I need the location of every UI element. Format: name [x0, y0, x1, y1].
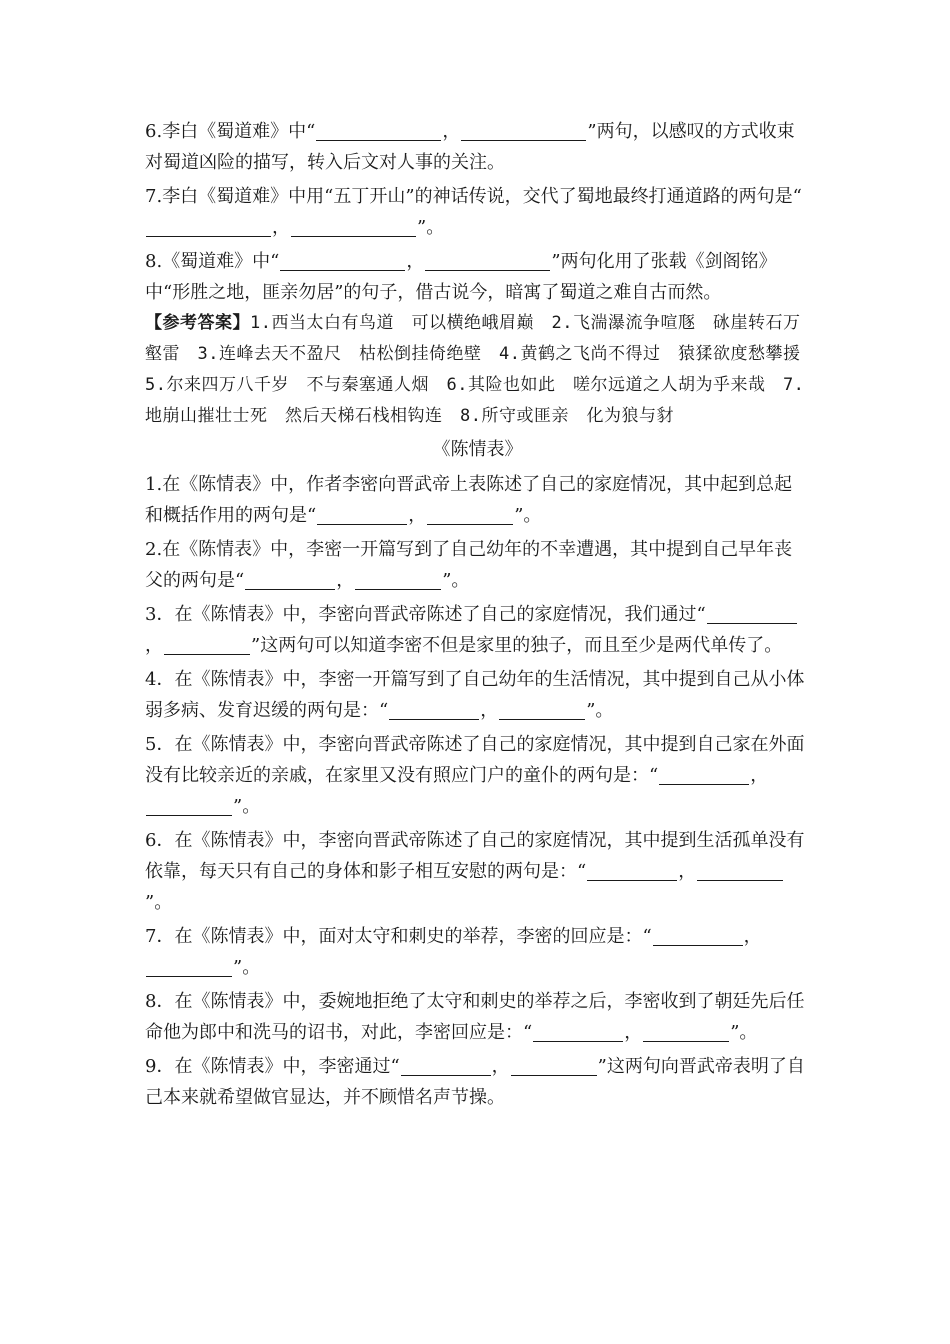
question-text: 在《陈情表》中，李密向晋武帝陈述了自己的家庭情况，其中提到生活孤单没有依靠，每天只有自己的身体和影子相互安慰的两句是：“ [145, 830, 805, 882]
question-text: ”。 [233, 957, 261, 978]
blank-separator: ， [406, 251, 425, 272]
blank-separator: ， [750, 765, 769, 786]
chenqing-question-1 [145, 469, 810, 531]
blank-separator: ， [336, 570, 355, 591]
blank-separator: ， [408, 505, 427, 526]
chenqing-question-4 [145, 664, 810, 726]
question-text: ”这两句可以知道李密不但是家里的独子，而且至少是两代单传了。 [251, 635, 783, 656]
question-number: 7. [145, 186, 163, 207]
question-text: 在《陈情表》中，李密一开篇写到了自己幼年的不幸遭遇，其中提到自己早年丧父的两句是“ [145, 539, 793, 591]
answer-blank[interactable] [280, 250, 405, 271]
answer-blank[interactable] [401, 1055, 491, 1076]
question-text: ”。 [145, 892, 173, 913]
answer-blank[interactable] [146, 956, 232, 977]
answer-blank[interactable] [461, 120, 586, 141]
question-text: ”。 [233, 796, 261, 817]
question-number: 9． [145, 1056, 175, 1077]
question-text: ”。 [514, 505, 542, 526]
answer-blank[interactable] [164, 634, 250, 655]
answer-blank[interactable] [245, 569, 335, 590]
question-text: 李白《蜀道难》中“ [162, 121, 316, 142]
blank-separator: ， [145, 635, 163, 656]
question-text: 在《陈情表》中，李密向晋武帝陈述了自己的家庭情况，我们通过“ [174, 604, 706, 625]
question-text: 在《陈情表》中，委婉地拒绝了太守和刺史的举荐之后，李密收到了朝廷先后任命他为郎中和洗马的诏书，对此，李密回应是：“ [145, 991, 805, 1043]
question-number: 8. [145, 251, 163, 272]
question-number: 5． [145, 734, 175, 755]
question-number: 8． [145, 991, 175, 1012]
chenqing-question-2 [145, 534, 810, 596]
question-number: 3． [145, 604, 175, 625]
question-text: 在《陈情表》中，李密一开篇写到了自己幼年的生活情况，其中提到自己从小体弱多病、发育迟缓的两句是：“ [145, 669, 805, 721]
answer-blank[interactable] [499, 699, 585, 720]
question-text: ”。 [730, 1022, 758, 1043]
reference-answers [145, 308, 818, 432]
blank-separator: ， [480, 700, 499, 721]
chenqing-question-3 [145, 599, 810, 661]
chenqing-question-7 [145, 921, 810, 983]
chenqing-question-9 [145, 1051, 810, 1113]
answer-blank[interactable] [643, 1021, 729, 1042]
question-text: 在《陈情表》中，李密通过“ [174, 1056, 400, 1077]
question-text: 在《陈情表》中，李密向晋武帝陈述了自己的家庭情况，其中提到自己家在外面没有比较亲近的亲戚，在家里又没有照应门户的童仆的两句是：“ [145, 734, 805, 786]
question-text: 在《陈情表》中，面对太守和刺史的举荐，李密的回应是：“ [174, 926, 652, 947]
question-text: ”。 [417, 217, 445, 238]
shudao-question-8 [145, 246, 810, 308]
blank-separator: ， [442, 121, 461, 142]
answer-blank[interactable] [317, 504, 407, 525]
answer-blank[interactable] [427, 504, 513, 525]
chenqing-question-8 [145, 986, 810, 1048]
answer-blank[interactable] [659, 764, 749, 785]
answer-blank[interactable] [697, 860, 783, 881]
answer-blank[interactable] [146, 216, 271, 237]
shudao-question-7 [145, 181, 810, 243]
answer-blank[interactable] [425, 250, 550, 271]
shudao-question-6 [145, 116, 810, 178]
question-text: ”。 [442, 570, 470, 591]
question-number: 7． [145, 926, 175, 947]
question-text: ”这两句向晋武帝表明了自己本来就希望做官显达，并不顾惜名声节操。 [145, 1056, 805, 1108]
answer-blank[interactable] [389, 699, 479, 720]
answer-blank[interactable] [355, 569, 441, 590]
answer-blank[interactable] [316, 120, 441, 141]
blank-separator: ， [624, 1022, 643, 1043]
question-number: 6. [145, 121, 163, 142]
question-text: ”。 [586, 700, 614, 721]
question-number: 6． [145, 830, 175, 851]
section-title: 《陈情表》 [432, 439, 523, 460]
answer-blank[interactable] [707, 603, 797, 624]
blank-separator: ， [743, 926, 762, 947]
blank-separator: ， [678, 861, 697, 882]
question-text: ”两句，以感叹的方式收束对蜀道凶险的描写，转入后文对人事的关注。 [145, 121, 795, 173]
question-text: 李白《蜀道难》中用“五丁开山”的神话传说，交代了蜀地最终打通道路的两句是“ [162, 186, 802, 207]
answer-tag: 【参考答案】 [145, 313, 250, 333]
question-number: 4． [145, 669, 175, 690]
question-text: ”两句化用了张载《剑阁铭》中“形胜之地，匪亲勿居”的句子，借古说今，暗寓了蜀道之难自古而然。 [145, 251, 777, 303]
question-text: 在《陈情表》中，作者李密向晋武帝上表陈述了自己的家庭情况，其中起到总起和概括作用的两句是“ [145, 474, 793, 526]
chenqing-question-6 [145, 825, 810, 918]
answer-blank[interactable] [146, 795, 232, 816]
answer-blank[interactable] [587, 860, 677, 881]
answer-blank[interactable] [291, 216, 416, 237]
question-number: 1. [145, 474, 163, 495]
blank-separator: ， [491, 1056, 510, 1077]
document-content [145, 116, 818, 1113]
chenqing-question-5 [145, 729, 810, 822]
answer-blank[interactable] [653, 925, 743, 946]
answer-text: 1.西当太白有鸟道 可以横绝峨眉巅 2.飞湍瀑流争喧豗 砯崖转石万壑雷 3.连峰去天不盈尺 枯松倒挂倚绝壁 4.黄鹤之飞尚不得过 猿猱欲度愁攀援 5.尔来四万八千岁 不与秦塞通人烟 6.其险也如此 嗟尔远道之人胡为乎来哉 7.地崩山摧壮士死 然后天梯石栈相钩连 8.所守或匪亲 化为狼与豺 [145, 313, 818, 426]
question-number: 2. [145, 539, 163, 560]
answer-blank[interactable] [533, 1021, 623, 1042]
blank-separator: ， [272, 217, 290, 238]
answer-blank[interactable] [511, 1055, 597, 1076]
question-text: 《蜀道难》中“ [162, 251, 280, 272]
